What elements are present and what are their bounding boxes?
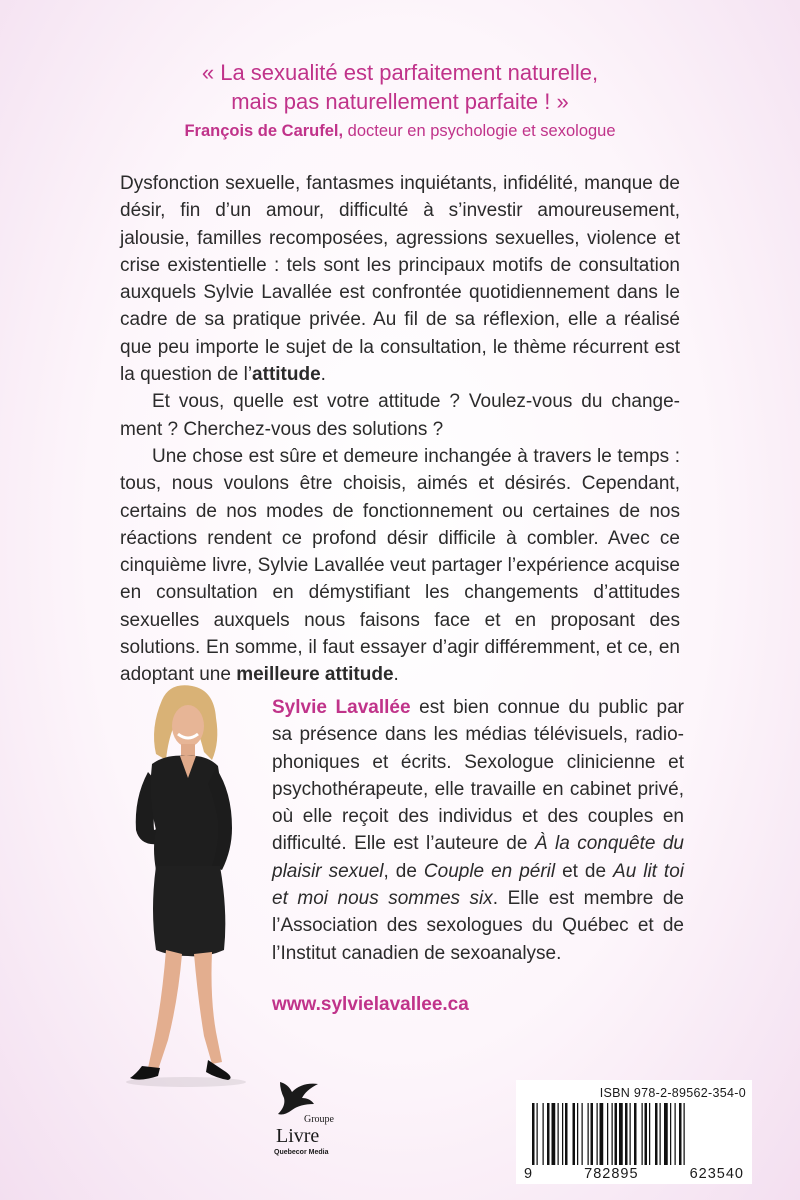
barcode-bar — [558, 1103, 559, 1165]
barcode-bar — [588, 1103, 589, 1165]
author-website-link[interactable]: www.sylvielavallee.ca — [272, 994, 469, 1015]
attitude-emphasis: attitude — [252, 364, 321, 386]
better-attitude-emphasis: meilleure attitude — [236, 664, 394, 686]
barcode-bar — [562, 1103, 563, 1165]
barcode-bar — [597, 1103, 598, 1165]
barcode-bar — [684, 1103, 685, 1165]
bio-text-3: et de — [555, 860, 614, 882]
isbn-digits — [522, 1166, 746, 1182]
barcode-bar — [615, 1103, 618, 1165]
barcode-bar — [600, 1103, 604, 1165]
publisher-livre: Livre — [276, 1125, 320, 1147]
publisher-media: Quebecor Media — [274, 1149, 329, 1156]
bio-text-1: est bien connue du public par sa présence dans les médias télévisuels, radiophoniques et écrits. Sexologue clinicienne et psychothérapeute, elle travaille en cabinet privé, où elle reçoit des individus et des couples en difficulté. Elle est l’auteure de — [272, 697, 685, 855]
barcode-bar — [645, 1103, 648, 1165]
book-title-1: À la conquête du plaisir sexuel — [272, 833, 684, 882]
quote-author-name: François de Carufel, — [184, 122, 344, 140]
publisher-logo — [258, 1076, 348, 1162]
barcode-bar — [634, 1103, 637, 1165]
author-photo — [100, 680, 270, 1090]
barcode-bar — [591, 1103, 594, 1165]
paragraph-2: Et vous, quelle est votre attitude ? Voulez-vous du changement ? Cherchez-vous des solutions ? — [120, 391, 680, 440]
barcode-bar — [612, 1103, 613, 1165]
barcode-bar — [552, 1103, 556, 1165]
barcode-bar — [582, 1103, 583, 1165]
barcode-bar — [537, 1103, 538, 1165]
bio-author-name: Sylvie Lavallée — [272, 697, 411, 718]
barcode-bar — [625, 1103, 628, 1165]
barcode-bar — [607, 1103, 608, 1165]
barcode-bar — [573, 1103, 576, 1165]
bird-icon — [278, 1082, 318, 1115]
isbn-digit-group-1: 782895 — [584, 1166, 639, 1182]
barcode-bar — [670, 1103, 671, 1165]
author-biography — [272, 694, 684, 967]
barcode-bar — [565, 1103, 568, 1165]
paragraph-1-text: Dysfonction sexuelle, fantasmes inquiétants, infidélité, manque de désir, fin d’un amour, difficulté à s’investir amoureusement, jalousie, familles recomposées, agressions sexuelles, violence et crise existentielle : tels sont les principaux motifs de consultation auxquels Sylvie Lavallée est confrontée quotidiennement dans le cadre de sa pratique privée. Au fil de sa réflexion, elle a réalisé que peu importe le sujet de la consultation, le thème récurrent est la question de l’ — [120, 173, 680, 386]
quote-line-2: mais pas naturellement parfaite ! » — [231, 89, 569, 114]
quote-line-1: « La sexualité est parfaitement naturelle, — [201, 60, 599, 85]
quote-author-title: docteur en psychologie et sexologue — [343, 122, 616, 140]
bio-text-4: . Elle est membre de l’Association des sexologues du Québec et de l’Institut canadien de sexoanalyse. — [272, 888, 684, 964]
back-cover-description — [120, 170, 680, 689]
barcode-bar — [664, 1103, 668, 1165]
publisher-groupe: Groupe — [304, 1114, 334, 1125]
barcode-bar — [649, 1103, 650, 1165]
isbn-digit-prefix: 9 — [524, 1166, 534, 1182]
book-title-2: Couple en péril — [423, 860, 556, 882]
barcode — [522, 1103, 746, 1165]
paragraph-1 — [120, 170, 680, 388]
barcode-bar — [655, 1103, 658, 1165]
barcode-bar — [577, 1103, 578, 1165]
barcode-bar — [642, 1103, 643, 1165]
paragraph-3-end: . — [393, 664, 399, 686]
quote-block — [60, 58, 740, 116]
isbn-digit-group-2: 623540 — [689, 1166, 744, 1182]
barcode-bar — [547, 1103, 550, 1165]
book-title-3: Au lit toi et moi nous sommes six — [272, 860, 684, 910]
barcode-bar — [532, 1103, 535, 1165]
paragraph-1-end: . — [320, 364, 326, 386]
quote-attribution — [60, 122, 740, 141]
barcode-bar — [675, 1103, 676, 1165]
barcode-bar — [630, 1103, 631, 1165]
paragraph-3 — [120, 443, 680, 689]
barcode-bar — [660, 1103, 661, 1165]
barcode-bar — [679, 1103, 682, 1165]
isbn-label: ISBN 978-2-89562-354-0 — [599, 1086, 746, 1100]
paragraph-3-text: Une chose est sûre et demeure inchangée à travers le temps : tous, nous voulons être choisis, aimés et désirés. Cependant, certains de nos modes de fonctionnement ou certaines de nos réactions rendent ce profond désir difficile à combler. Avec ce cinquième livre, Sylvie Lavallée veut partager l’expérience acquise en consultation en démystifiant les changements d’attitudes sexuelles auxquels nous faisons face et en proposant des solutions. En somme, il faut essayer d’agir différemment, et ce, en adoptant une — [120, 445, 680, 686]
bio-text-2: , de — [383, 860, 424, 882]
isbn-barcode-box — [516, 1080, 752, 1184]
barcode-bar — [619, 1103, 623, 1165]
barcode-bar — [543, 1103, 544, 1165]
